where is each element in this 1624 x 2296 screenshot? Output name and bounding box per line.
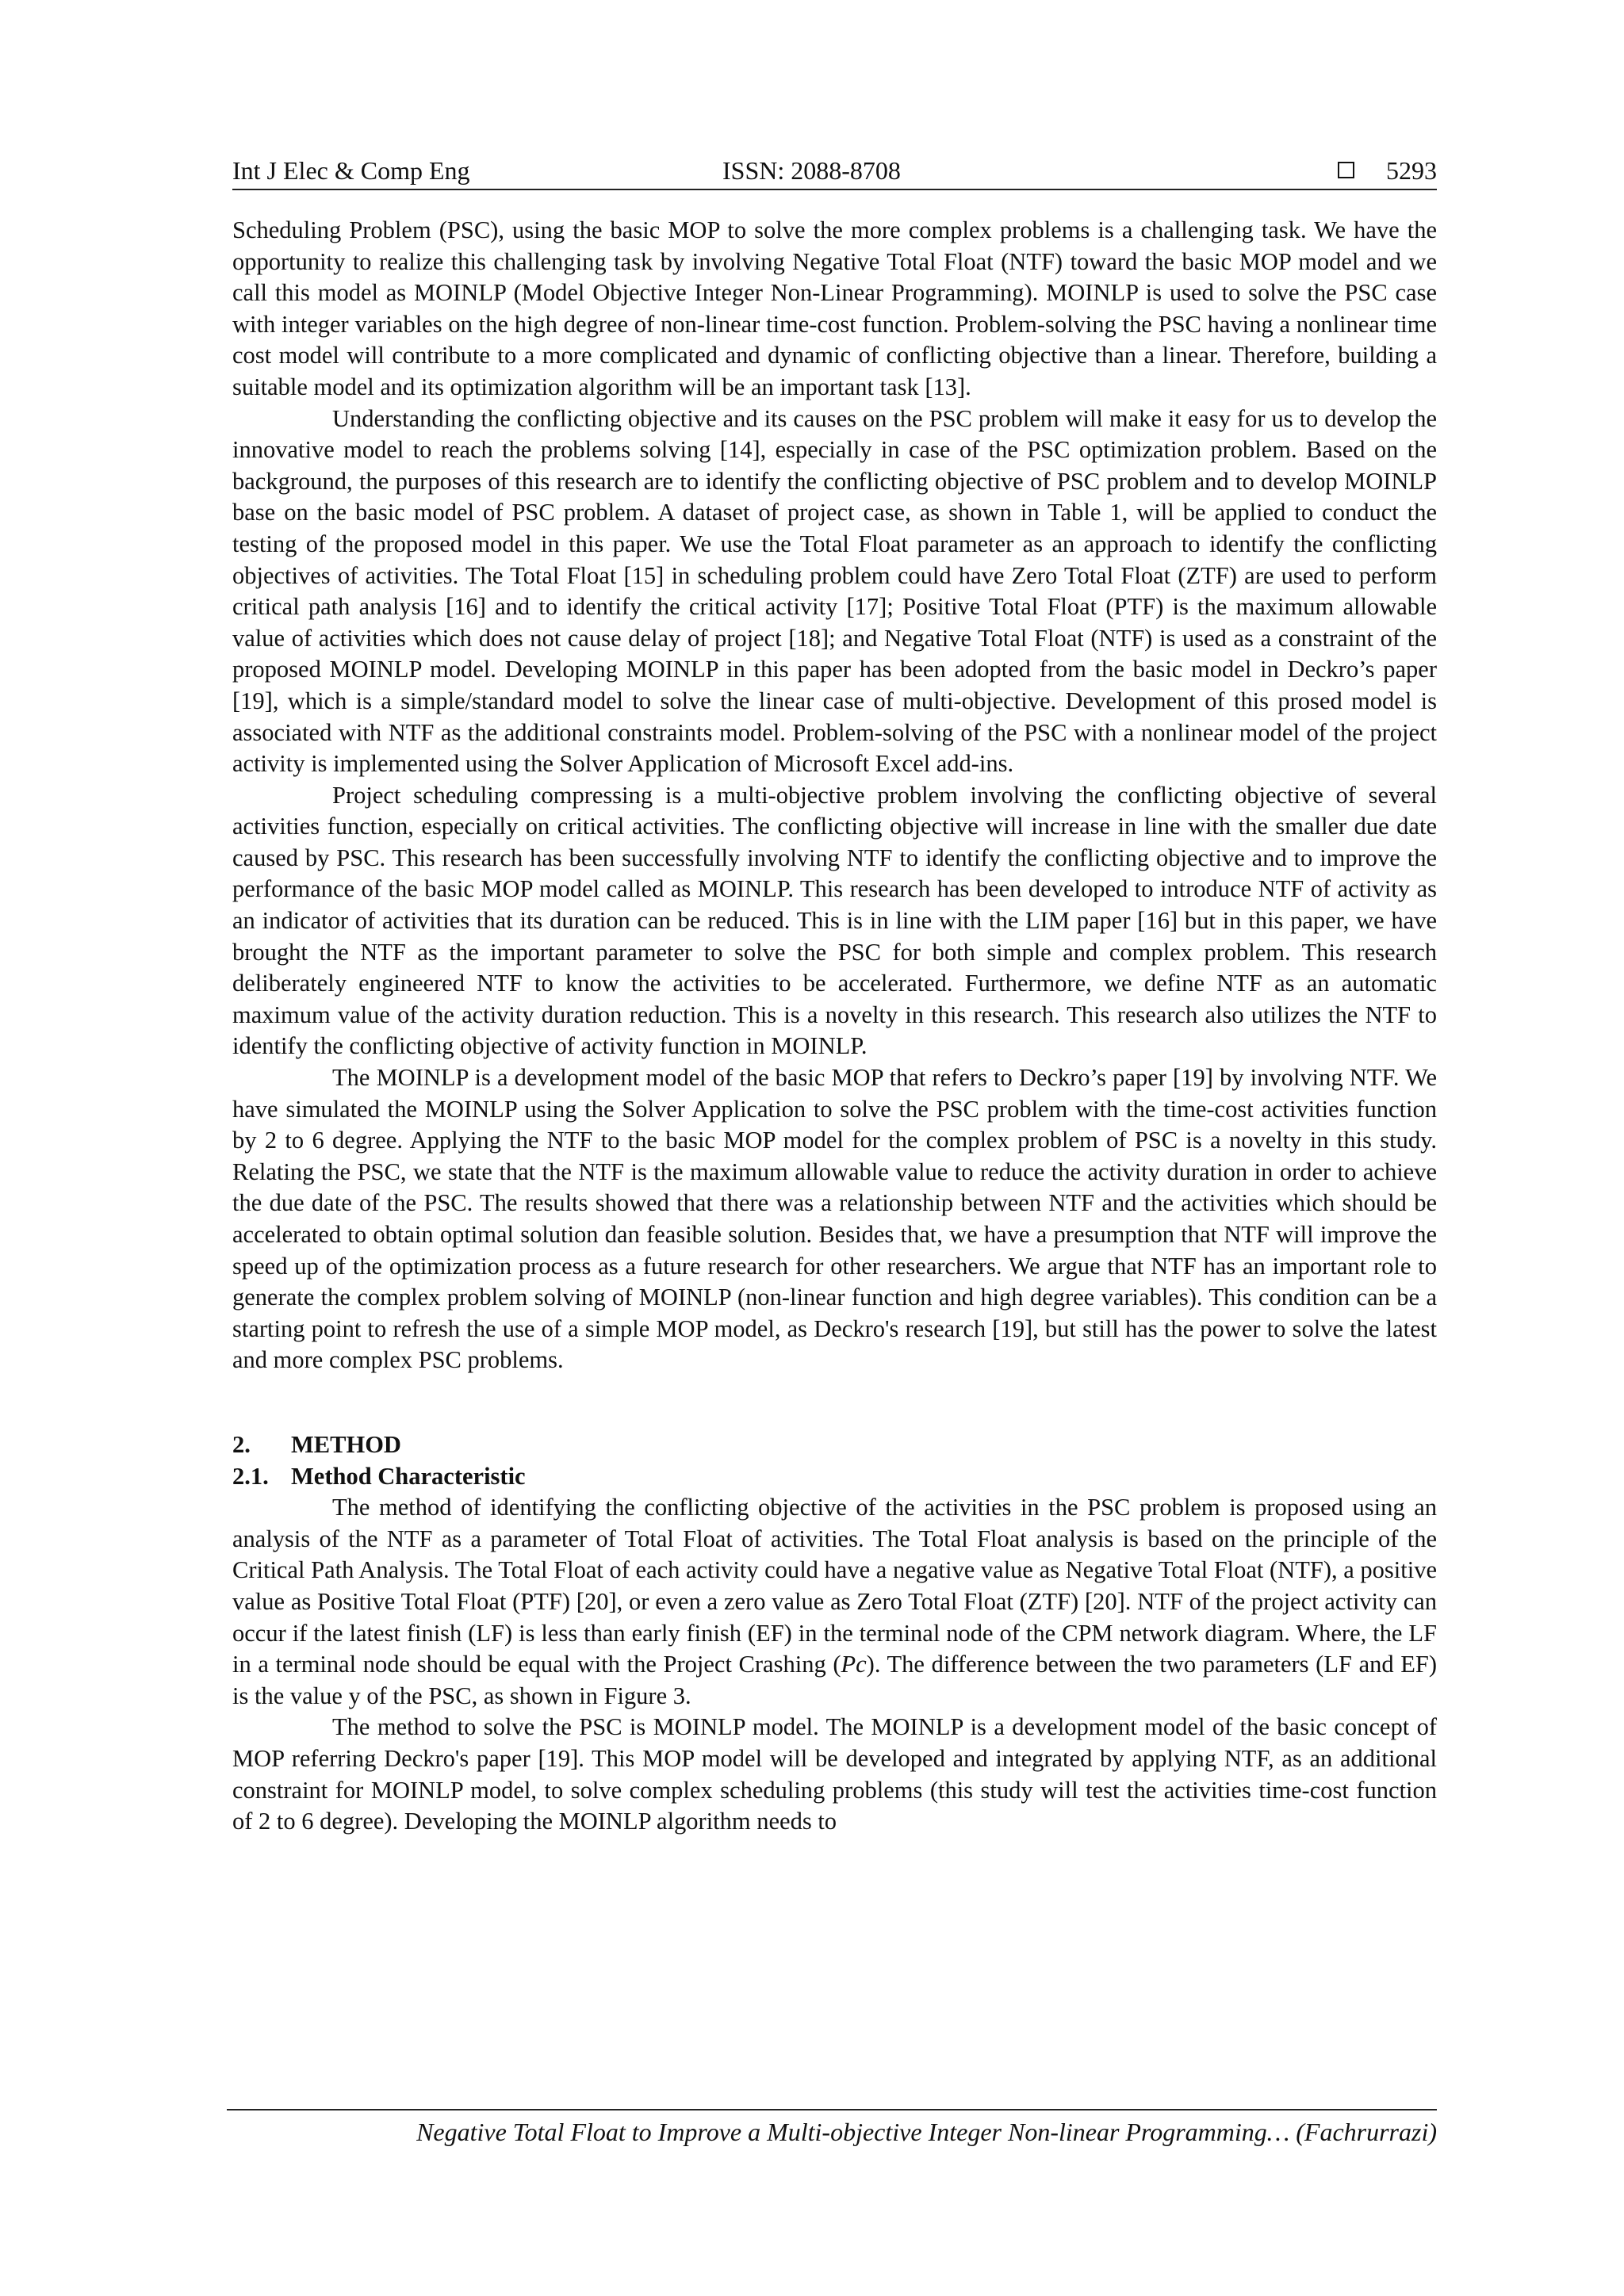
intro-paragraph-1: Scheduling Problem (PSC), using the basic MOP to solve the more complex problems is a challenging task. We have the opportunity to realize this challenging task by involving Negative Total Float (NTF) toward the basic MOP model and we call this model as MOINLP (Model Objective Integer Non-Linear Programming). MOINLP is used to solve the PSC case with integer variables on the high degree of non-linear time-cost function. Problem-solving the PSC having a nonlinear time cost model will contribute to a more complicated and dynamic of conflicting objective than a linear. Therefore, building a suitable model and its optimization algorithm will be an important task [13]. bbox=[232, 216, 1437, 400]
method-paragraph-2: The method to solve the PSC is MOINLP model. The MOINLP is a development model of the basic concept of MOP referring Deckro's paper [19]. This MOP model will be developed and integrated by applying NTF, as an additional constraint for MOINLP model, to solve complex scheduling problems (this study will test the activities time-cost function of 2 to 6 degree). Developing the MOINLP algorithm needs to bbox=[232, 1713, 1437, 1835]
page-body bbox=[232, 215, 1437, 1838]
running-footer: Negative Total Float to Improve a Multi-objective Integer Non-linear Programming… (Fachrurrazi) bbox=[416, 2118, 1437, 2146]
section-title: METHOD bbox=[291, 1430, 401, 1458]
section-heading-method bbox=[232, 1429, 1437, 1461]
pc-symbol: Pc bbox=[841, 1651, 867, 1678]
method-paragraph-1-part-b: ). The difference between the two parameters (LF and EF) is the value y of the PSC, as shown in Figure 3. bbox=[232, 1651, 1437, 1709]
intro-paragraph-4: The MOINLP is a development model of the basic MOP that refers to Deckro’s paper [19] by involving NTF. We have simulated the MOINLP using the Solver Application to solve the PSC problem with the time-cost activities function by 2 to 6 degree. Applying the NTF to the basic MOP model for the complex problem of PSC is a novelty in this study. Relating the PSC, we state that the NTF is the maximum allowable value to reduce the activity duration in order to achieve the due date of the PSC. The results showed that there was a relationship between NTF and the activities which should be accelerated to obtain optimal solution dan feasible solution. Besides that, we have a presumption that NTF will improve the speed up of the optimization process as a future research for other researchers. We argue that NTF has an important role to generate the complex problem solving of MOINLP (non-linear function and high degree variables). This condition can be a starting point to refresh the use of a simple MOP model, as Deckro's research [19], but still has the power to solve the latest and more complex PSC problems. bbox=[232, 1064, 1437, 1374]
subsection-heading-method-characteristic bbox=[232, 1461, 1437, 1493]
page-number: 5293 bbox=[1386, 156, 1437, 185]
method-paragraph-1 bbox=[232, 1492, 1437, 1712]
subsection-number: 2.1. bbox=[232, 1462, 269, 1490]
page-header bbox=[232, 152, 1437, 190]
footer-rule bbox=[227, 2109, 1437, 2110]
intro-paragraph-2: Understanding the conflicting objective and its causes on the PSC problem will make it easy for us to develop the innovative model to reach the problems solving [14], especially in case of the PSC optimization problem. Based on the background, the purposes of this research are to identify the conflicting objective of PSC problem and to develop MOINLP base on the basic model of PSC problem. A dataset of project case, as shown in Table 1, will be applied to conduct the testing of the proposed model in this paper. We use the Total Float parameter as an approach to identify the conflicting objectives of activities. The Total Float [15] in scheduling problem could have Zero Total Float (ZTF) are used to perform critical path analysis [16] and to identify the critical activity [17]; Positive Total Float (PTF) is the maximum allowable value of activities which does not cause delay of project [18]; and Negative Total Float (NTF) is used as a constraint of the proposed MOINLP model. Developing MOINLP in this paper has been adopted from the basic model in Deckro’s paper [19], which is a simple/standard model to solve the linear case of multi-objective. Development of this prosed model is associated with NTF as the additional constraints model. Problem-solving of the PSC with a nonlinear model of the project activity is implemented using the Solver Application of Microsoft Excel add-ins. bbox=[232, 404, 1437, 778]
intro-paragraph-3: Project scheduling compressing is a multi-objective problem involving the conflicting objective of several activities function, especially on critical activities. The conflicting objective will increase in line with the smaller due date caused by PSC. This research has been successfully involving NTF to identify the conflicting objective and to improve the performance of the basic MOP model called as MOINLP. This research has been developed to introduce NTF of activity as an indicator of activities that its duration can be reduced. This is in line with the LIM paper [16] but in this paper, we have brought the NTF as the important parameter to solve the PSC for both simple and complex problem. This research deliberately engineered NTF to know the activities to be accelerated. Furthermore, we define NTF as an automatic maximum value of the activity duration reduction. This is a novelty in this research. This research also utilizes the NTF to identify the conflicting objective of activity function in MOINLP. bbox=[232, 781, 1437, 1060]
checkbox-square-icon bbox=[1338, 162, 1354, 178]
section-number: 2. bbox=[232, 1430, 251, 1458]
method-paragraph-1-part-a: The method of identifying the conflicting objective of the activities in the PSC problem is proposed using an analysis of the NTF as a parameter of Total Float of activities. The Total Float analysis is based on the principle of the Critical Path Analysis. The Total Float of each activity could have a negative value as Negative Total Float (NTF), a positive value as Positive Total Float (PTF) [20], or even a zero value as Zero Total Float (ZTF) [20]. NTF of the project activity can occur if the latest finish (LF) is less than early finish (EF) in the terminal node of the CPM network diagram. Where, the LF in a terminal node should be equal with the Project Crashing ( bbox=[232, 1494, 1437, 1678]
subsection-title: Method Characteristic bbox=[291, 1462, 526, 1490]
section-spacer bbox=[232, 1376, 1437, 1429]
journal-name: Int J Elec & Comp Eng bbox=[232, 156, 470, 185]
issn: ISSN: 2088-8708 bbox=[722, 156, 901, 185]
